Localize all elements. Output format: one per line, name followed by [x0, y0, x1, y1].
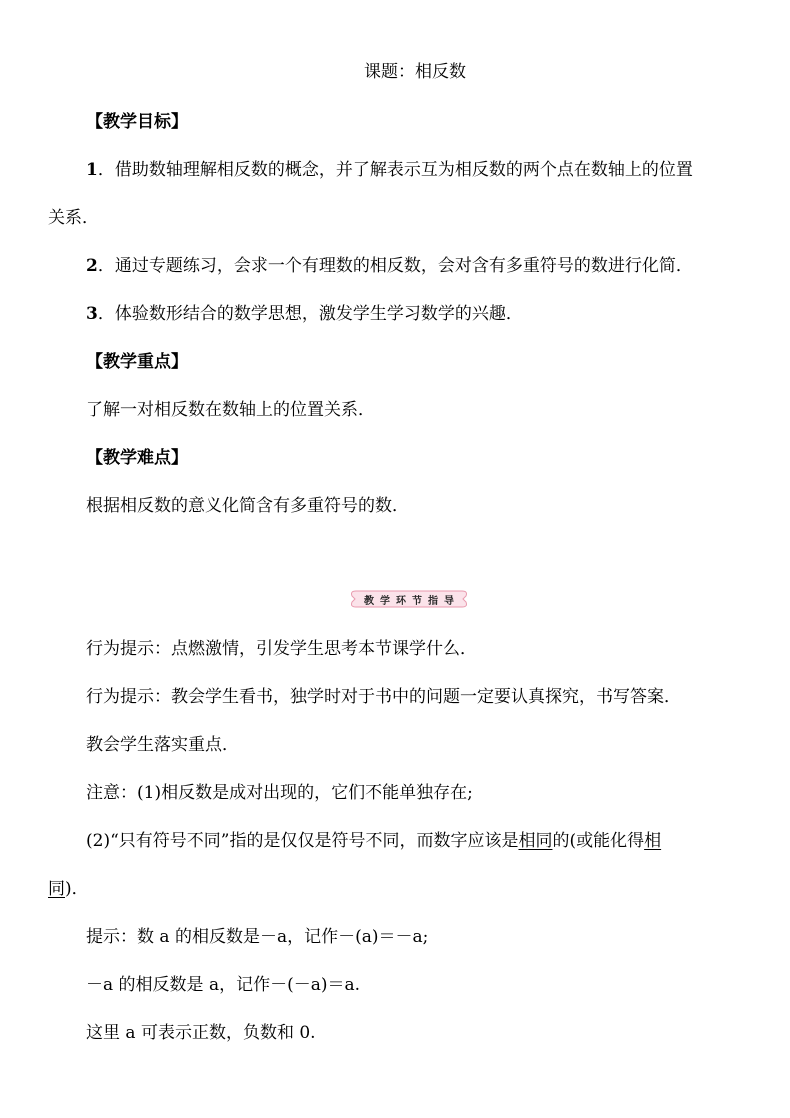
guide-paragraph-7: －a 的相反数是 a，记作－(－a)＝a. — [86, 975, 361, 995]
page-title: 课题：相反数 — [364, 62, 466, 82]
guide-paragraph-1: 行为提示：点燃激情，引发学生思考本节课学什么． — [86, 639, 477, 659]
goal-item-1-number: 1 — [86, 160, 98, 180]
underlined-char-1: 相 — [644, 831, 662, 851]
guide-paragraph-5-part-c: )． — [65, 879, 89, 899]
section-banner — [348, 588, 470, 610]
guide-paragraph-5-part-b: 的(或能化得 — [552, 831, 645, 851]
goal-item-2 — [86, 254, 693, 278]
underlined-char-2: 同 — [48, 879, 65, 899]
guide-paragraph-4: 注意：(1)相反数是成对出现的，它们不能单独存在; — [86, 783, 473, 803]
difficulty-heading: 【教学难点】 — [86, 448, 188, 468]
banner-label: 教学环节指导 — [364, 595, 460, 607]
goal-item-3-number: 3 — [86, 304, 98, 324]
guide-paragraph-5-part-a: (2)“只有符号不同”指的是仅仅是符号不同，而数字应该是 — [86, 831, 519, 851]
goal-item-3-text: ．体验数形结合的数学思想，激发学生学习数学的兴趣． — [97, 304, 523, 324]
guide-paragraph-8: 这里 a 可表示正数，负数和 0. — [86, 1023, 316, 1043]
focus-text: 了解一对相反数在数轴上的位置关系． — [86, 400, 375, 420]
goal-item-2-number: 2 — [86, 256, 98, 276]
goals-heading: 【教学目标】 — [86, 112, 188, 132]
goal-item-1-continued: 关系． — [48, 208, 99, 228]
goal-item-1-text: ．借助数轴理解相反数的概念，并了解表示互为相反数的两个点在数轴上的位置 — [97, 160, 693, 180]
guide-paragraph-3: 教会学生落实重点． — [86, 735, 239, 755]
guide-paragraph-6: 提示：数 a 的相反数是－a，记作－(a)＝－a; — [86, 927, 429, 947]
underlined-word-same: 相同 — [518, 831, 553, 851]
goal-item-3 — [86, 302, 523, 326]
focus-heading: 【教学重点】 — [86, 352, 188, 372]
goal-item-2-text: ．通过专题练习，会求一个有理数的相反数，会对含有多重符号的数进行化简． — [97, 256, 693, 276]
guide-paragraph-5 — [86, 829, 661, 853]
difficulty-text: 根据相反数的意义化简含有多重符号的数． — [86, 496, 409, 516]
goal-item-1 — [86, 158, 693, 182]
guide-paragraph-5-continued — [48, 877, 89, 901]
guide-paragraph-2: 行为提示：教会学生看书，独学时对于书中的问题一定要认真探究，书写答案． — [86, 687, 681, 707]
